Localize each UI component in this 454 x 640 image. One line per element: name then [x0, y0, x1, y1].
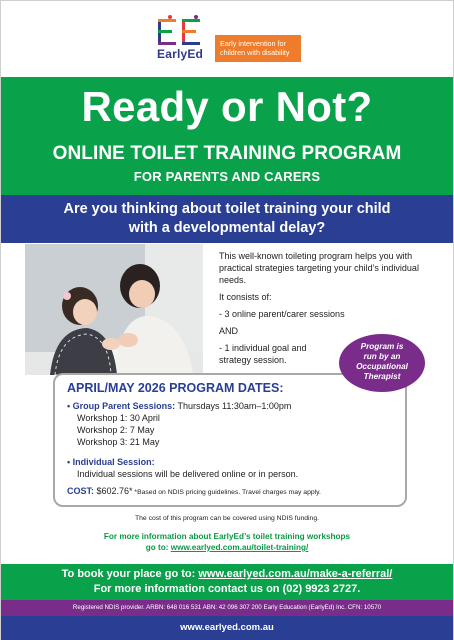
badge-line-1: Program is	[360, 342, 404, 351]
make-referral-link[interactable]: www.earlyed.com.au/make-a-referral/	[198, 568, 393, 580]
workshop-3: Workshop 3: 21 May	[77, 437, 160, 447]
program-dates-box	[53, 373, 407, 507]
question-line-1: Are you thinking about toilet training your child	[63, 201, 391, 217]
badge-line-3: Occupational	[356, 362, 408, 371]
intro-consists: It consists of:	[219, 292, 272, 302]
occupational-therapist-badge	[339, 334, 425, 392]
group-sessions-time: Thursdays 11:30am–1:00pm	[175, 401, 292, 411]
more-info-prefix: go to:	[145, 543, 171, 552]
hero-subtitle: ONLINE TOILET TRAINING PROGRAM	[52, 143, 402, 164]
intro-and: AND	[219, 326, 239, 336]
parent-and-child-washing-hands-photo	[25, 244, 203, 375]
website-link[interactable]: www.earlyed.com.au	[1, 616, 453, 640]
individual-session-row: • Individual Session:	[67, 457, 155, 467]
toilet-training-link[interactable]: www.earlyed.com.au/toilet-training/	[170, 543, 309, 552]
badge-line-4: Therapist	[363, 372, 401, 381]
individual-session-text: Individual sessions will be delivered online or in person.	[77, 469, 299, 479]
workshop-2: Workshop 2: 7 May	[77, 425, 155, 435]
brand-tagline: Early intervention for children with disability	[215, 35, 301, 62]
hero-title: Ready or Not?	[81, 83, 373, 130]
group-sessions-label: Group Parent Sessions:	[72, 401, 176, 411]
brand-name: EarlyEd	[157, 47, 204, 61]
intro-description: This well-known toileting program helps you with practical strategies targeting your child’s individual needs.	[219, 251, 419, 285]
intro-item-individual: - 1 individual goal and strategy session.	[219, 343, 307, 365]
contact-line: For more information contact us on (02) 9923 2727.	[93, 583, 361, 595]
question-line-2: with a developmental delay?	[128, 220, 326, 236]
hero-audience: FOR PARENTS AND CARERS	[133, 169, 321, 184]
intro-item-sessions: - 3 online parent/carer sessions	[219, 309, 345, 319]
hero-banner	[1, 77, 453, 195]
registration-info: Registered NDIS provider. ARBN: 648 016 531 ABN: 42 096 307 200 Early Education (EarlyEd) Inc. CFN: 10570	[1, 600, 453, 616]
program-dates-title: APRIL/MAY 2026 PROGRAM DATES:	[67, 381, 284, 395]
cost-note: *Based on NDIS pricing guidelines. Travel charges may apply.	[132, 489, 321, 496]
ndis-funding-note: The cost of this program can be covered using NDIS funding.	[135, 515, 319, 522]
header	[1, 1, 453, 77]
workshop-1: Workshop 1: 30 April	[77, 413, 160, 423]
group-sessions-row: • Group Parent Sessions: Thursdays 11:30am–1:00pm	[67, 401, 292, 411]
badge-line-2: run by an	[363, 352, 401, 361]
cost-row	[67, 486, 393, 496]
more-info-line: For more information about EarlyEd’s toilet training workshops	[103, 532, 351, 541]
cost-value: $602.76*	[94, 486, 133, 496]
more-info	[1, 531, 453, 553]
photo-illustration-icon	[25, 244, 203, 375]
cost-label: COST:	[67, 486, 94, 496]
booking-banner	[1, 564, 453, 600]
individual-session-label: Individual Session:	[72, 457, 155, 467]
booking-prefix: To book your place go to:	[61, 568, 199, 580]
question-banner	[1, 195, 453, 243]
